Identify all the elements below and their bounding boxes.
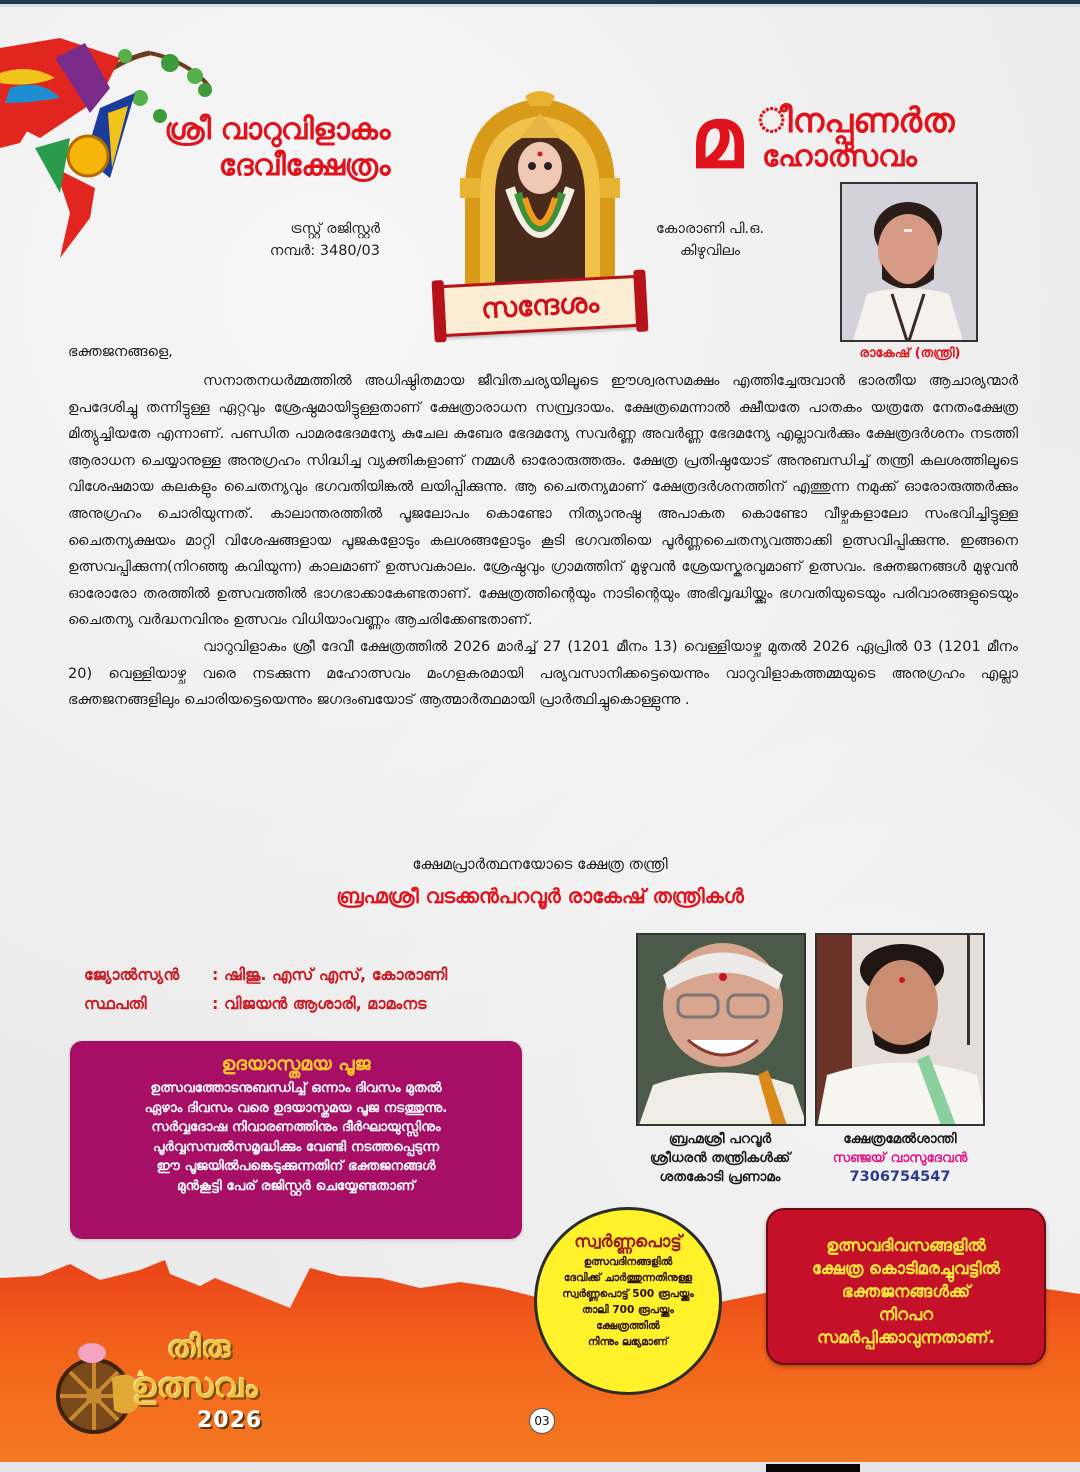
closing-line: ക്ഷേമപ്രാർത്ഥനയോടെ ക്ഷേത്ര തന്ത്രി xyxy=(412,855,668,873)
melshanthi-phone: 7306754547 xyxy=(849,1169,951,1185)
message-body xyxy=(68,368,1018,714)
address-line2: കിഴുവിലം xyxy=(679,243,741,259)
credit-row-astrologer xyxy=(84,960,447,989)
puja-line: ഏഴാം ദിവസം വരെ ഉദയാസ്തമയ പൂജ നടത്തുന്നു. xyxy=(144,1099,448,1116)
caption-line: ശതകോടി പ്രണാമം xyxy=(659,1169,781,1185)
temple-name-line2: ദേവീക്ഷേത്രം xyxy=(218,148,390,183)
address-line1: കോരാണി പി.ഒ. xyxy=(655,221,765,237)
melshanthi-role: ക്ഷേത്രമേൽശാന്തി xyxy=(843,1131,957,1147)
festival-title-line1: ീനപ്പുണർത xyxy=(758,101,955,141)
message-banner: സന്ദേശം xyxy=(441,275,639,337)
puja-line: സർവ്വദോഷ നിവാരണത്തിനും ദീർഘായുസ്സിനും xyxy=(151,1119,441,1136)
swarna-line: നിന്നും ലഭ്യമാണ് xyxy=(587,1336,668,1348)
sreedharan-caption xyxy=(620,1130,820,1187)
puja-line: ഈ പൂജയിൽപങ്കെടുക്കുന്നതിന് ഭക്തജനങ്ങൾ xyxy=(156,1158,436,1175)
puja-line: ഉത്സവത്തോടനുബന്ധിച്ച് ഒന്നാം ദിവസം മുതൽ xyxy=(150,1080,442,1096)
credit-row-architect xyxy=(84,989,447,1018)
festival-title-line2: ഹോത്സവം xyxy=(762,139,917,174)
swarna-line: ക്ഷേത്രത്തിൽ xyxy=(596,1320,660,1332)
credits-list xyxy=(84,960,447,1018)
top-border-light xyxy=(0,4,1080,7)
melshanthi-name: സഞ്ജയ് വാസുദേവൻ xyxy=(832,1150,968,1166)
udayasthamaya-puja-box xyxy=(70,1041,522,1239)
nirapara-line: ഭക്തജനങ്ങൾക്ക് xyxy=(841,1282,971,1301)
nirapara-text xyxy=(768,1234,1044,1349)
swarna-pottu-circle xyxy=(534,1207,722,1395)
swarna-line: ഉത്സവദിനങ്ങളിൽ xyxy=(583,1256,673,1268)
nirapara-line: ക്ഷേത്ര കൊടിമരച്ചുവട്ടിൽ xyxy=(812,1259,1000,1278)
message-paragraph-1: സനാതനധർമ്മത്തിൽ അധിഷ്ഠിതമായ ജീവിതചര്യയിലൂടെ ഈശ്വരസമക്ഷം എത്തിച്ചേരുവാൻ ഭാരതീയ ആചാര്യന്മാർ ഉപദേശിച്ചു തന്നിട്ടുള്ള ഏറ്റവും ശ്രേഷ്ഠമായിട്ടുള്ളതാണ് ക്ഷേത്രാരാധന സമ്പ്രദായം. ക്ഷേത്രമെന്നാൽ ക്ഷീയതേ പാതകം യത്രതേ നേതംക്ഷേത്ര മിത്യുച്ചിയതേ എന്നാണ്. പണ്ഡിത പാമരഭേദമന്യേ കുചേല കുബേര ഭേദമന്യേ സവർണ്ണ അവർണ്ണ ഭേദമന്യേ എല്ലാവർക്കും ക്ഷേത്രദർശനം നടത്തി ആരാധന ചെയ്യാനുള്ള അനുഗ്രഹം സിദ്ധിച്ച വ്യക്തികളാണ് നമ്മൾ ഓരോരുത്തരും. ക്ഷേത്ര പ്രതിഷ്ഠയോട് അനുബന്ധിച്ച് തന്ത്രി കലശത്തിലൂടെ വിശേഷമായ കലകളും ചൈതന്യവും ഭഗവതിയിങ്കൽ ലയിപ്പിക്കുന്നു. ആ ചൈതന്യമാണ് ക്ഷേത്രദർശനത്തിന് എത്തുന്ന നമുക്ക് ഓരോരുത്തർക്കും അനുഗ്രഹം ചൊരിയുന്നത്. കാലാന്തരത്തിൽ പൂജലോപം കൊണ്ടോ നിത്യാനുഷ്ഠ അപാകത കൊണ്ടോ വീഴ്ചകളാലോ സംഭവിച്ചിട്ടുള്ള ചൈതന്യക്ഷയം മാറ്റി വിശേഷങ്ങളായ പൂജകളോടും കലശങ്ങളോടും കൂടി ഭഗവതിയെ പൂർണ്ണചൈതന്യവത്താക്കി ഉത്സവിപ്പിക്കുന്നു. ഇങ്ങനെ ഉത്സവപ്പിക്കുന്ന(നിറഞ്ഞു കവിയുന്ന) കാലമാണ് ഉത്സവകാലം. ശ്രേഷ്ഠവും ഗ്രാമത്തിന് മുഴുവൻ ശ്രേയസ്കരവുമാണ് ഉത്സവം. ഭക്തജനങ്ങൾ മുഴുവൻ ഓരോരോ തരത്തിൽ ഉത്സവത്തിൽ ഭാഗഭാക്കാകേണ്ടതാണ്. ക്ഷേത്രത്തിന്റെയും നാടിന്റെയും അഭിവൃദ്ധിയ്ക്കും ഭഗവതിയുടെയും പരിവാരങ്ങളുടെയും ചൈതന്യ വർദ്ധനവിനും ഉത്സവം വിധിയാംവണ്ണം ആചരിക്കേണ്ടതാണ്. xyxy=(68,373,1018,629)
salutation: ഭക്തജനങ്ങളെ, xyxy=(68,344,173,360)
temple-name-line1: ശ്രീ വാറുവിളാകം xyxy=(164,112,390,147)
logo-line2: ഉത്സവം xyxy=(132,1366,258,1406)
caption-line: ബ്രഹ്മശ്രീ പറവൂർ xyxy=(668,1131,772,1147)
bottom-black-bar xyxy=(766,1464,860,1472)
swarna-line: സ്വർണ്ണപൊട്ട് 500 രൂപയ്ക്കും xyxy=(562,1288,694,1300)
festival-title-initial: മ xyxy=(690,88,743,187)
person-portrait-icon xyxy=(842,184,978,342)
sanjay-caption xyxy=(800,1130,1000,1187)
caption-line: ശ്രീധരൻ തന്ത്രികൾക്ക് xyxy=(649,1150,791,1166)
swarna-pottu-title: സ്വർണ്ണപൊട്ട് xyxy=(574,1232,682,1252)
tantri-caption: രാകേഷ് (തന്ത്രി) xyxy=(859,346,961,361)
nirapara-line: നിറപറ xyxy=(878,1305,934,1324)
logo-line1: തിരു xyxy=(167,1330,231,1365)
nirapara-line: ഉത്സവദിവസങ്ങളിൽ xyxy=(826,1236,986,1255)
swarna-pottu-text xyxy=(537,1254,719,1350)
tantri-photo xyxy=(840,182,978,342)
puja-line: പൂർവ്വസമ്പൽസമൃദ്ധിക്കും വേണ്ടി നടത്തപ്പെടുന്ന xyxy=(152,1138,440,1155)
credit-name: : വിജയൻ ആശാരി, മാമംനട xyxy=(212,994,427,1013)
sanjay-melshanthi-photo xyxy=(815,933,985,1126)
bottom-border xyxy=(0,1462,1080,1472)
credit-name: : ഷിജു. എസ് എസ്, കോരാണി xyxy=(212,965,448,984)
temple-name xyxy=(150,112,390,184)
person-portrait-icon xyxy=(638,935,806,1126)
nirapara-line: സമർപ്പിക്കാവുന്നതാണ്. xyxy=(817,1328,995,1347)
puja-title: ഉദയാസ്തമയ പൂജ xyxy=(221,1053,371,1075)
festival-title xyxy=(690,88,990,187)
swarna-line: താലി 700 രൂപയ്ക്കും xyxy=(582,1304,674,1316)
trust-number: നമ്പർ: 3480/03 xyxy=(269,243,380,259)
puja-line: മുൻകൂട്ടി പേര് രജിസ്റ്റർ ചെയ്യേണ്ടതാണ് xyxy=(177,1177,415,1194)
trust-label: ട്രസ്റ്റ് രജിസ്റ്റർ xyxy=(290,221,380,237)
thiru-utsavam-logo xyxy=(52,1330,332,1440)
temple-address xyxy=(640,218,780,262)
logo-year: 2026 xyxy=(197,1408,263,1433)
credit-role: ജ്യോൽസ്യൻ xyxy=(84,965,180,984)
credit-role: സ്ഥപതി xyxy=(84,994,147,1013)
person-portrait-icon xyxy=(817,935,985,1126)
page-number: 03 xyxy=(529,1408,555,1434)
trust-registration xyxy=(210,218,380,262)
nirapara-offering-box xyxy=(766,1208,1046,1365)
signatory-name: ബ്രഹ്മശ്രീ വടക്കൻപറവൂർ രാകേഷ് തന്ത്രികൾ xyxy=(336,884,744,908)
puja-description xyxy=(70,1079,522,1197)
message-paragraph-2: വാറുവിളാകം ശ്രീ ദേവീ ക്ഷേത്രത്തിൽ 2026 മാർച്ച് 27 (1201 മീനം 13) വെള്ളിയാഴ്ച മുതൽ 2026 ഏപ്രിൽ 03 (1201 മീനം 20) വെള്ളിയാഴ്ച വരെ നടക്കുന്ന മഹോത്സവം മംഗളകരമായി പര്യവസാനിക്കട്ടെയെന്നും വാറുവിളാകത്തമ്മയുടെ അനുഗ്രഹം എല്ലാ ഭക്തജനങ്ങളിലും ചൊരിയട്ടെയെന്നും ജഗദംബയോട് ആത്മാർത്ഥമായി പ്രാർത്ഥിച്ചുകൊള്ളുന്നു . xyxy=(68,638,1018,709)
sreedharan-tantri-photo xyxy=(636,933,806,1126)
swarna-line: ദേവിക്ക് ചാർത്തുന്നതിനുള്ള xyxy=(563,1272,693,1284)
